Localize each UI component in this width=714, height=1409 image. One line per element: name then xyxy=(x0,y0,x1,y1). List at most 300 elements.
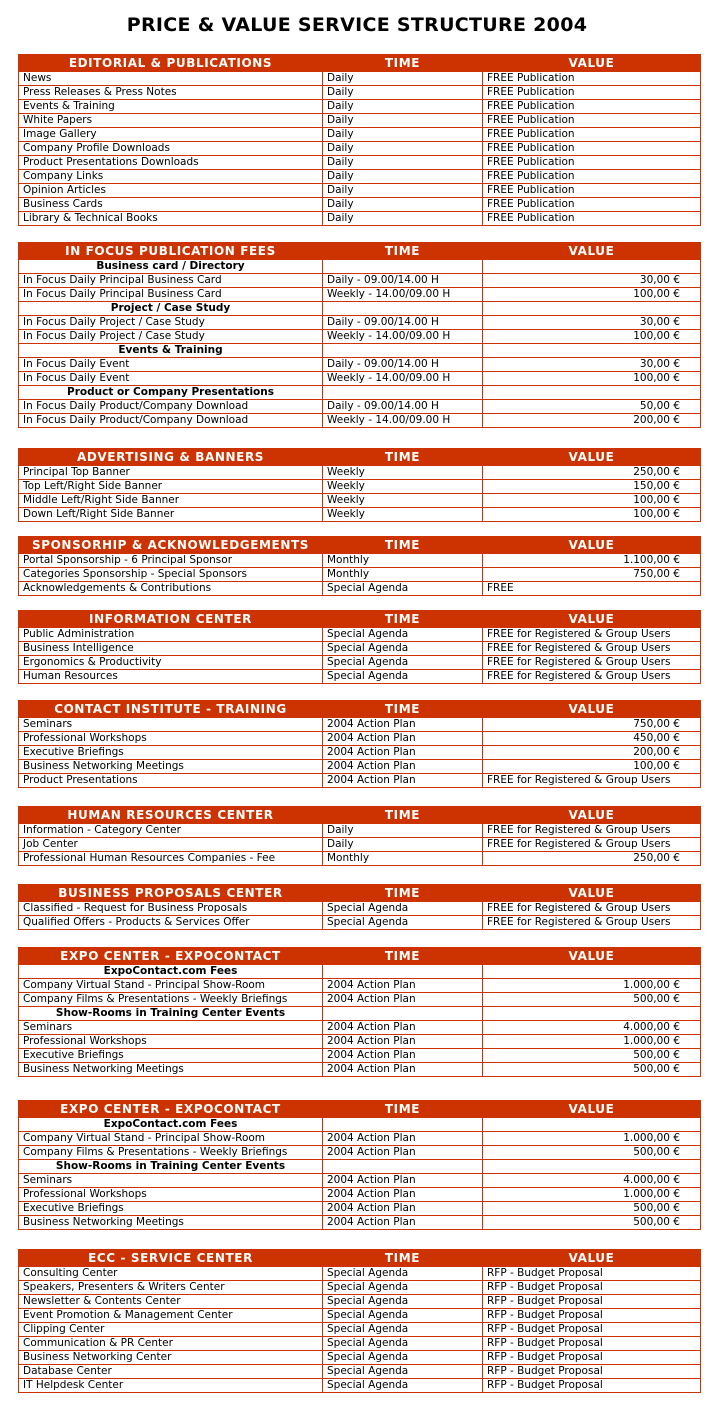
value-cell: 500,00 € xyxy=(483,1146,701,1160)
time-cell: Special Agenda xyxy=(323,1267,483,1281)
time-cell: Special Agenda xyxy=(323,1379,483,1393)
table-row xyxy=(19,1216,701,1230)
table-row xyxy=(19,198,701,212)
time-cell: Weekly - 14.00/09.00 H xyxy=(323,288,483,302)
service-cell: In Focus Daily Product/Company Download xyxy=(19,414,323,428)
subheader-label: Show-Rooms in Training Center Events xyxy=(19,1007,323,1021)
section-header-row xyxy=(19,611,701,628)
service-cell: Company Profile Downloads xyxy=(19,142,323,156)
table-row xyxy=(19,1174,701,1188)
value-cell: FREE Publication xyxy=(483,86,701,100)
value-cell: FREE for Registered & Group Users xyxy=(483,774,701,788)
service-cell: Seminars xyxy=(19,718,323,732)
table-row xyxy=(19,274,701,288)
value-cell: 200,00 € xyxy=(483,746,701,760)
table-row xyxy=(19,902,701,916)
service-cell: In Focus Daily Event xyxy=(19,372,323,386)
time-cell: Special Agenda xyxy=(323,1309,483,1323)
service-cell: Image Gallery xyxy=(19,128,323,142)
section-title: CONTACT INSTITUTE - TRAINING xyxy=(19,701,323,718)
table-row xyxy=(19,414,701,428)
table-row xyxy=(19,372,701,386)
time-column-header: TIME xyxy=(323,1250,483,1267)
time-cell: Daily xyxy=(323,198,483,212)
service-cell: Business Networking Meetings xyxy=(19,1063,323,1077)
table-row xyxy=(19,142,701,156)
service-cell: IT Helpdesk Center xyxy=(19,1379,323,1393)
time-cell: 2004 Action Plan xyxy=(323,1063,483,1077)
value-cell: 30,00 € xyxy=(483,358,701,372)
section-table xyxy=(18,536,701,596)
value-cell: FREE for Registered & Group Users xyxy=(483,838,701,852)
time-cell: Special Agenda xyxy=(323,656,483,670)
table-row xyxy=(19,1379,701,1393)
service-cell: Product Presentations Downloads xyxy=(19,156,323,170)
table-row xyxy=(19,824,701,838)
service-cell: In Focus Daily Project / Case Study xyxy=(19,316,323,330)
empty-value-cell xyxy=(483,302,701,316)
empty-value-cell xyxy=(483,1118,701,1132)
time-cell: Daily xyxy=(323,86,483,100)
empty-value-cell xyxy=(483,1007,701,1021)
time-cell: Monthly xyxy=(323,852,483,866)
table-row xyxy=(19,358,701,372)
value-cell: 500,00 € xyxy=(483,1063,701,1077)
value-cell: RFP - Budget Proposal xyxy=(483,1351,701,1365)
table-row xyxy=(19,852,701,866)
section-title: EXPO CENTER - EXPOCONTACT xyxy=(19,1101,323,1118)
value-cell: 750,00 € xyxy=(483,718,701,732)
section-table xyxy=(18,1100,701,1230)
table-row xyxy=(19,86,701,100)
section-table xyxy=(18,806,701,866)
subheader-label: ExpoContact.com Fees xyxy=(19,1118,323,1132)
value-cell: FREE Publication xyxy=(483,170,701,184)
section-table xyxy=(18,947,701,1077)
time-cell: Weekly - 14.00/09.00 H xyxy=(323,372,483,386)
time-column-header: TIME xyxy=(323,55,483,72)
time-cell: Weekly xyxy=(323,494,483,508)
value-cell: FREE Publication xyxy=(483,128,701,142)
service-cell: Clipping Center xyxy=(19,1323,323,1337)
time-cell: 2004 Action Plan xyxy=(323,718,483,732)
time-cell: 2004 Action Plan xyxy=(323,1021,483,1035)
service-cell: Company Virtual Stand - Principal Show-Room xyxy=(19,1132,323,1146)
value-column-header: VALUE xyxy=(483,611,701,628)
section-table xyxy=(18,1249,701,1393)
subheader-label: Events & Training xyxy=(19,344,323,358)
service-cell: Acknowledgements & Contributions xyxy=(19,582,323,596)
table-row xyxy=(19,838,701,852)
time-cell: 2004 Action Plan xyxy=(323,1132,483,1146)
empty-value-cell xyxy=(483,1160,701,1174)
service-cell: Company Virtual Stand - Principal Show-Room xyxy=(19,979,323,993)
value-cell: 500,00 € xyxy=(483,993,701,1007)
table-row xyxy=(19,774,701,788)
service-cell: Product Presentations xyxy=(19,774,323,788)
service-cell: Communication & PR Center xyxy=(19,1337,323,1351)
value-cell: FREE Publication xyxy=(483,184,701,198)
table-row xyxy=(19,1281,701,1295)
time-cell: Daily xyxy=(323,72,483,86)
subheader-row xyxy=(19,386,701,400)
page-title: PRICE & VALUE SERVICE STRUCTURE 2004 xyxy=(126,14,588,36)
service-cell: Executive Briefings xyxy=(19,1049,323,1063)
table-row xyxy=(19,494,701,508)
time-cell: Special Agenda xyxy=(323,916,483,930)
table-row xyxy=(19,1267,701,1281)
table-row xyxy=(19,979,701,993)
time-column-header: TIME xyxy=(323,701,483,718)
service-cell: Seminars xyxy=(19,1021,323,1035)
service-cell: Events & Training xyxy=(19,100,323,114)
time-cell: Daily xyxy=(323,128,483,142)
time-cell: Daily xyxy=(323,114,483,128)
value-cell: FREE for Registered & Group Users xyxy=(483,824,701,838)
time-column-header: TIME xyxy=(323,611,483,628)
table-row xyxy=(19,316,701,330)
value-cell: RFP - Budget Proposal xyxy=(483,1337,701,1351)
service-cell: Qualified Offers - Products & Services Offer xyxy=(19,916,323,930)
value-cell: 100,00 € xyxy=(483,508,701,522)
section-header-row xyxy=(19,1250,701,1267)
time-cell: Special Agenda xyxy=(323,670,483,684)
table-row xyxy=(19,156,701,170)
section-header-row xyxy=(19,449,701,466)
value-cell: RFP - Budget Proposal xyxy=(483,1281,701,1295)
section-header-row xyxy=(19,1101,701,1118)
value-cell: RFP - Budget Proposal xyxy=(483,1309,701,1323)
table-row xyxy=(19,1049,701,1063)
value-cell: 50,00 € xyxy=(483,400,701,414)
value-cell: FREE for Registered & Group Users xyxy=(483,628,701,642)
value-column-header: VALUE xyxy=(483,701,701,718)
table-row xyxy=(19,642,701,656)
time-cell: Daily xyxy=(323,212,483,226)
table-row xyxy=(19,1035,701,1049)
table-row xyxy=(19,582,701,596)
table-row xyxy=(19,128,701,142)
section-table xyxy=(18,610,701,684)
table-row xyxy=(19,170,701,184)
subheader-label: ExpoContact.com Fees xyxy=(19,965,323,979)
section-header-row xyxy=(19,243,701,260)
empty-time-cell xyxy=(323,344,483,358)
service-cell: Portal Sponsorship - 6 Principal Sponsor xyxy=(19,554,323,568)
service-cell: In Focus Daily Event xyxy=(19,358,323,372)
service-cell: Business Intelligence xyxy=(19,642,323,656)
value-cell: 150,00 € xyxy=(483,480,701,494)
time-cell: Weekly xyxy=(323,466,483,480)
time-cell: 2004 Action Plan xyxy=(323,1049,483,1063)
service-cell: Company Links xyxy=(19,170,323,184)
service-cell: Library & Technical Books xyxy=(19,212,323,226)
time-cell: Weekly xyxy=(323,508,483,522)
value-cell: 4.000,00 € xyxy=(483,1021,701,1035)
table-row xyxy=(19,1146,701,1160)
time-cell: 2004 Action Plan xyxy=(323,774,483,788)
subheader-row xyxy=(19,260,701,274)
section-table xyxy=(18,448,701,522)
time-cell: Special Agenda xyxy=(323,1365,483,1379)
value-cell: 100,00 € xyxy=(483,330,701,344)
value-column-header: VALUE xyxy=(483,243,701,260)
service-cell: Business Cards xyxy=(19,198,323,212)
value-column-header: VALUE xyxy=(483,1250,701,1267)
table-row xyxy=(19,1063,701,1077)
value-cell: 250,00 € xyxy=(483,852,701,866)
section-header-row xyxy=(19,948,701,965)
table-row xyxy=(19,114,701,128)
time-cell: 2004 Action Plan xyxy=(323,979,483,993)
value-cell: FREE Publication xyxy=(483,114,701,128)
time-cell: Daily - 09.00/14.00 H xyxy=(323,400,483,414)
subheader-row xyxy=(19,1007,701,1021)
value-cell: FREE Publication xyxy=(483,142,701,156)
service-cell: Business Networking Meetings xyxy=(19,1216,323,1230)
table-row xyxy=(19,760,701,774)
time-cell: 2004 Action Plan xyxy=(323,732,483,746)
value-cell: FREE xyxy=(483,582,701,596)
time-cell: 2004 Action Plan xyxy=(323,1216,483,1230)
service-cell: Professional Workshops xyxy=(19,1035,323,1049)
value-cell: 250,00 € xyxy=(483,466,701,480)
time-cell: 2004 Action Plan xyxy=(323,1035,483,1049)
service-cell: Public Administration xyxy=(19,628,323,642)
time-cell: Daily xyxy=(323,170,483,184)
time-cell: Special Agenda xyxy=(323,582,483,596)
empty-value-cell xyxy=(483,260,701,274)
service-cell: Human Resources xyxy=(19,670,323,684)
table-row xyxy=(19,993,701,1007)
table-row xyxy=(19,554,701,568)
service-cell: Down Left/Right Side Banner xyxy=(19,508,323,522)
service-cell: Top Left/Right Side Banner xyxy=(19,480,323,494)
empty-value-cell xyxy=(483,386,701,400)
value-cell: FREE Publication xyxy=(483,100,701,114)
value-column-header: VALUE xyxy=(483,1101,701,1118)
section-title: IN FOCUS PUBLICATION FEES xyxy=(19,243,323,260)
section-title: BUSINESS PROPOSALS CENTER xyxy=(19,885,323,902)
table-row xyxy=(19,656,701,670)
section-header-row xyxy=(19,885,701,902)
section-header-row xyxy=(19,701,701,718)
table-row xyxy=(19,746,701,760)
value-cell: RFP - Budget Proposal xyxy=(483,1379,701,1393)
value-cell: 1.000,00 € xyxy=(483,1132,701,1146)
time-cell: Daily xyxy=(323,100,483,114)
section-title: ADVERTISING & BANNERS xyxy=(19,449,323,466)
section-header-row xyxy=(19,55,701,72)
service-cell: In Focus Daily Product/Company Download xyxy=(19,400,323,414)
table-row xyxy=(19,1132,701,1146)
time-cell: Special Agenda xyxy=(323,1295,483,1309)
value-cell: FREE Publication xyxy=(483,212,701,226)
time-cell: 2004 Action Plan xyxy=(323,760,483,774)
service-cell: Business Networking Meetings xyxy=(19,760,323,774)
value-cell: FREE for Registered & Group Users xyxy=(483,670,701,684)
empty-value-cell xyxy=(483,344,701,358)
subheader-label: Show-Rooms in Training Center Events xyxy=(19,1160,323,1174)
section-table xyxy=(18,700,701,788)
table-row xyxy=(19,466,701,480)
time-column-header: TIME xyxy=(323,885,483,902)
value-column-header: VALUE xyxy=(483,948,701,965)
subheader-row xyxy=(19,1160,701,1174)
time-cell: 2004 Action Plan xyxy=(323,1188,483,1202)
time-cell: Special Agenda xyxy=(323,628,483,642)
value-cell: 500,00 € xyxy=(483,1216,701,1230)
table-row xyxy=(19,732,701,746)
service-cell: Business Networking Center xyxy=(19,1351,323,1365)
time-cell: Daily - 09.00/14.00 H xyxy=(323,274,483,288)
service-cell: Ergonomics & Productivity xyxy=(19,656,323,670)
value-cell: 1.000,00 € xyxy=(483,1188,701,1202)
value-cell: RFP - Budget Proposal xyxy=(483,1267,701,1281)
value-cell: FREE Publication xyxy=(483,198,701,212)
empty-time-cell xyxy=(323,965,483,979)
service-cell: Executive Briefings xyxy=(19,1202,323,1216)
service-cell: Information - Category Center xyxy=(19,824,323,838)
service-cell: Opinion Articles xyxy=(19,184,323,198)
time-cell: Special Agenda xyxy=(323,1351,483,1365)
service-cell: Seminars xyxy=(19,1174,323,1188)
table-row xyxy=(19,1323,701,1337)
time-cell: Daily xyxy=(323,838,483,852)
time-cell: Monthly xyxy=(323,568,483,582)
value-cell: 450,00 € xyxy=(483,732,701,746)
value-cell: 500,00 € xyxy=(483,1049,701,1063)
table-row xyxy=(19,1309,701,1323)
empty-time-cell xyxy=(323,302,483,316)
value-cell: 1.000,00 € xyxy=(483,979,701,993)
service-cell: Professional Human Resources Companies - Fee xyxy=(19,852,323,866)
table-row xyxy=(19,480,701,494)
value-cell: 200,00 € xyxy=(483,414,701,428)
service-cell: News xyxy=(19,72,323,86)
section-title: EXPO CENTER - EXPOCONTACT xyxy=(19,948,323,965)
table-row xyxy=(19,100,701,114)
section-title: SPONSORHIP & ACKNOWLEDGEMENTS xyxy=(19,537,323,554)
value-cell: FREE Publication xyxy=(483,156,701,170)
table-row xyxy=(19,184,701,198)
value-cell: 100,00 € xyxy=(483,288,701,302)
table-row xyxy=(19,330,701,344)
value-cell: 100,00 € xyxy=(483,760,701,774)
time-cell: Daily xyxy=(323,142,483,156)
subheader-row xyxy=(19,965,701,979)
empty-time-cell xyxy=(323,386,483,400)
table-row xyxy=(19,670,701,684)
section-title: ECC - SERVICE CENTER xyxy=(19,1250,323,1267)
time-cell: Daily - 09.00/14.00 H xyxy=(323,316,483,330)
value-column-header: VALUE xyxy=(483,55,701,72)
service-cell: Categories Sponsorship - Special Sponsors xyxy=(19,568,323,582)
time-column-header: TIME xyxy=(323,449,483,466)
time-cell: Special Agenda xyxy=(323,902,483,916)
time-cell: Daily xyxy=(323,184,483,198)
service-cell: Speakers, Presenters & Writers Center xyxy=(19,1281,323,1295)
table-row xyxy=(19,718,701,732)
time-column-header: TIME xyxy=(323,243,483,260)
value-cell: 4.000,00 € xyxy=(483,1174,701,1188)
subheader-label: Project / Case Study xyxy=(19,302,323,316)
time-cell: Daily - 09.00/14.00 H xyxy=(323,358,483,372)
table-row xyxy=(19,1021,701,1035)
table-row xyxy=(19,1295,701,1309)
value-cell: FREE for Registered & Group Users xyxy=(483,902,701,916)
value-cell: FREE Publication xyxy=(483,72,701,86)
section-title: INFORMATION CENTER xyxy=(19,611,323,628)
time-cell: 2004 Action Plan xyxy=(323,1174,483,1188)
empty-time-cell xyxy=(323,1160,483,1174)
time-cell: Special Agenda xyxy=(323,642,483,656)
section-header-row xyxy=(19,807,701,824)
section-table xyxy=(18,242,701,428)
table-row xyxy=(19,628,701,642)
value-cell: FREE for Registered & Group Users xyxy=(483,656,701,670)
service-cell: Professional Workshops xyxy=(19,732,323,746)
subheader-row xyxy=(19,302,701,316)
table-row xyxy=(19,1202,701,1216)
time-column-header: TIME xyxy=(323,807,483,824)
subheader-row xyxy=(19,1118,701,1132)
value-cell: RFP - Budget Proposal xyxy=(483,1365,701,1379)
time-column-header: TIME xyxy=(323,1101,483,1118)
subheader-row xyxy=(19,344,701,358)
service-cell: Newsletter & Contents Center xyxy=(19,1295,323,1309)
service-cell: In Focus Daily Principal Business Card xyxy=(19,274,323,288)
value-cell: 100,00 € xyxy=(483,494,701,508)
value-cell: RFP - Budget Proposal xyxy=(483,1295,701,1309)
service-cell: Classified - Request for Business Proposals xyxy=(19,902,323,916)
table-row xyxy=(19,212,701,226)
table-row xyxy=(19,288,701,302)
table-row xyxy=(19,1365,701,1379)
value-cell: 100,00 € xyxy=(483,372,701,386)
service-cell: Press Releases & Press Notes xyxy=(19,86,323,100)
empty-time-cell xyxy=(323,260,483,274)
subheader-label: Product or Company Presentations xyxy=(19,386,323,400)
empty-time-cell xyxy=(323,1118,483,1132)
service-cell: Database Center xyxy=(19,1365,323,1379)
table-row xyxy=(19,1351,701,1365)
table-row xyxy=(19,1337,701,1351)
value-cell: FREE for Registered & Group Users xyxy=(483,642,701,656)
value-cell: 1.000,00 € xyxy=(483,1035,701,1049)
time-column-header: TIME xyxy=(323,948,483,965)
value-column-header: VALUE xyxy=(483,885,701,902)
service-cell: Consulting Center xyxy=(19,1267,323,1281)
service-cell: Event Promotion & Management Center xyxy=(19,1309,323,1323)
value-cell: RFP - Budget Proposal xyxy=(483,1323,701,1337)
section-title: EDITORIAL & PUBLICATIONS xyxy=(19,55,323,72)
value-cell: 750,00 € xyxy=(483,568,701,582)
service-cell: Principal Top Banner xyxy=(19,466,323,480)
time-cell: Daily xyxy=(323,824,483,838)
section-table xyxy=(18,884,701,930)
time-cell: 2004 Action Plan xyxy=(323,746,483,760)
subheader-label: Business card / Directory xyxy=(19,260,323,274)
value-cell: 30,00 € xyxy=(483,316,701,330)
table-row xyxy=(19,1188,701,1202)
table-row xyxy=(19,508,701,522)
time-cell: Weekly - 14.00/09.00 H xyxy=(323,330,483,344)
value-column-header: VALUE xyxy=(483,807,701,824)
empty-value-cell xyxy=(483,965,701,979)
time-cell: Monthly xyxy=(323,554,483,568)
section-table xyxy=(18,54,701,226)
